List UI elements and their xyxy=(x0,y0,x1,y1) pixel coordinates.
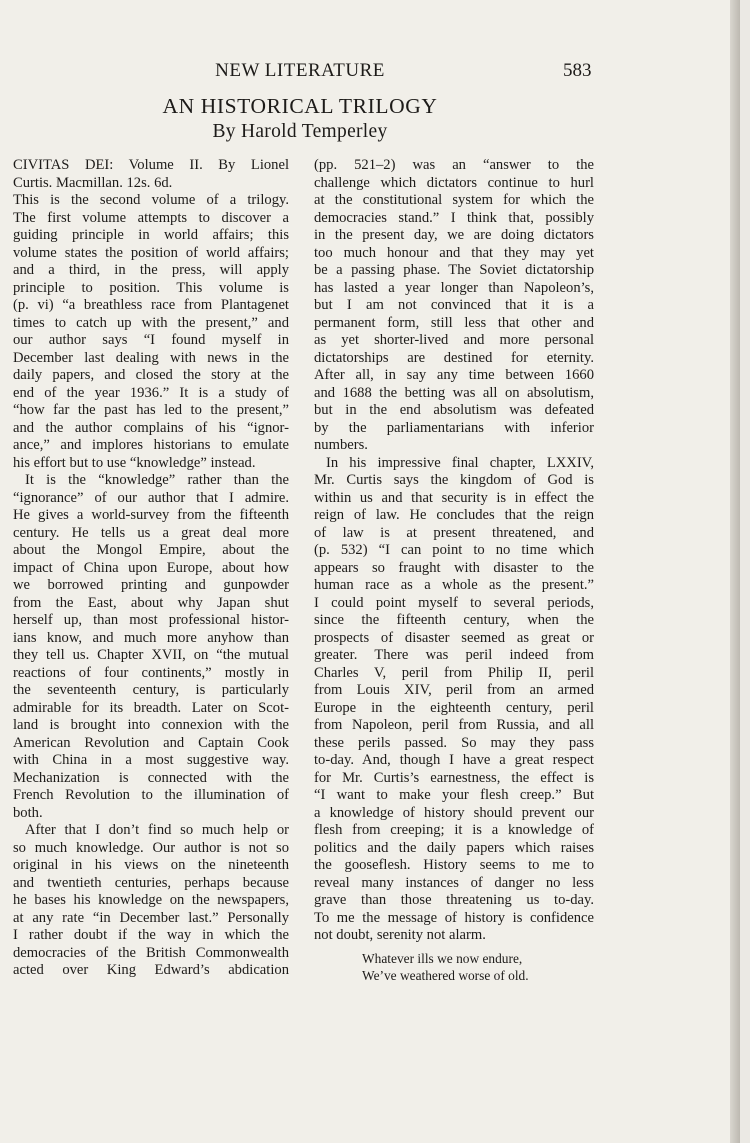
left-line-23: about the Mongol Empire, about the xyxy=(13,542,289,558)
left-line-44: at any rate “in December last.” Personally xyxy=(13,909,289,926)
right-line-8: has lasted a year longer than Napoleon’s, xyxy=(314,279,594,296)
right-line-23: (p. 532) “I can point to no time which xyxy=(314,542,594,558)
left-line-42: and twentieth centuries, perhaps because xyxy=(13,874,289,891)
right-line-21: reign of law. He concludes that the reign xyxy=(314,507,594,523)
left-line-13: daily papers, and closed the story at the xyxy=(13,367,289,383)
left-line-15: “how far the past has led to the present,” xyxy=(13,402,289,418)
right-line-35: to-day. And, though I have a great respect xyxy=(314,752,594,768)
left-line-4: The first volume attempts to discover a xyxy=(13,209,289,226)
left-line-29: they tell us. Chapter XVII, on “the mutual xyxy=(13,647,289,663)
left-line-6: volume states the position of world affairs; xyxy=(13,244,289,261)
right-line-36: for Mr. Curtis’s earnestness, the effect is xyxy=(314,769,594,786)
verse-line-1: Whatever ills we now endure, xyxy=(362,950,523,966)
right-line-33: from Napoleon, peril from Russia, and all xyxy=(314,717,594,733)
left-line-17: ance,” and implores historians to emulate xyxy=(13,437,289,453)
right-line-17: numbers. xyxy=(314,437,368,453)
right-line-16: by the parliamentarians with inferior xyxy=(314,419,594,436)
left-line-46: democracies of the British Commonwealth xyxy=(13,944,289,961)
right-line-26: I could point myself to several periods, xyxy=(314,594,594,611)
left-line-30: reactions of four continents,” mostly in xyxy=(13,664,289,681)
page-edge xyxy=(730,0,740,1143)
left-line-11: our author says “I found myself in xyxy=(13,332,289,348)
left-line-40: so much knowledge. Our author is not so xyxy=(13,839,289,856)
left-line-18: his effort but to use “knowledge” instead. xyxy=(13,454,256,471)
right-line-18: In his impressive final chapter, LXXIV, xyxy=(326,454,594,471)
right-line-20: within us and that security is in effect the xyxy=(314,489,594,506)
right-column xyxy=(314,157,594,985)
left-line-27: herself up, than most professional histor- xyxy=(13,612,289,628)
left-line-45: I rather doubt if the way in which the xyxy=(13,927,289,943)
left-line-34: American Revolution and Captain Cook xyxy=(13,734,289,751)
right-line-39: flesh from creeping; it is a knowledge of xyxy=(314,822,594,838)
left-line-12: December last dealing with news in the xyxy=(13,349,289,366)
page-number: 583 xyxy=(563,60,592,81)
left-line-8: principle to position. This volume is xyxy=(13,279,289,296)
right-line-7: be a passing phase. The Soviet dictatorship xyxy=(314,262,594,278)
left-line-37: French Revolution to the illumination of xyxy=(13,787,289,803)
right-line-30: Charles V, peril from Philip II, peril xyxy=(314,664,594,681)
left-line-31: the seventeenth century, is particularly xyxy=(13,682,289,698)
left-line-20: “ignorance” of our author that I admire. xyxy=(13,489,289,506)
right-line-14: and 1688 the betting was all on absolutism, xyxy=(314,384,594,401)
byline: By Harold Temperley xyxy=(212,121,388,142)
right-line-10: permanent form, still less that other and xyxy=(314,314,594,331)
left-line-36: Mechanization is connected with the xyxy=(13,769,289,786)
right-line-9: but I am not convinced that it is a xyxy=(314,297,594,313)
left-line-19: It is the “knowledge” rather than the xyxy=(25,472,289,488)
article-title: AN HISTORICAL TRILOGY xyxy=(162,94,438,118)
left-line-10: times to catch up with the present,” and xyxy=(13,314,289,331)
right-line-6: too much honour and that they may yet xyxy=(314,244,594,261)
left-line-39: After that I don’t find so much help or xyxy=(25,822,289,838)
left-line-33: land is brought into connexion with the xyxy=(13,717,289,733)
right-line-41: the gooseflesh. History seems to me to xyxy=(314,857,594,873)
right-line-4: democracies stand.” I think that, possibly xyxy=(314,209,594,226)
verse-line-2: We’ve weathered worse of old. xyxy=(362,968,529,983)
right-line-42: reveal many instances of danger no less xyxy=(314,874,594,891)
right-line-32: Europe in the eighteenth century, peril xyxy=(314,699,594,716)
left-line-43: he bases his knowledge on the newspapers, xyxy=(13,892,289,908)
left-line-25: we borrowed printing and gunpowder xyxy=(13,577,289,593)
right-line-38: a knowledge of history should prevent our xyxy=(314,804,594,821)
right-line-19: Mr. Curtis says the kingdom of God is xyxy=(314,472,594,488)
right-line-31: from Louis XIV, peril from an armed xyxy=(314,682,594,698)
right-line-11: as yet shorter-lived and more personal xyxy=(314,332,594,348)
right-line-1: (pp. 521–2) was an “answer to the xyxy=(314,157,594,173)
left-line-24: impact of China upon Europe, about how xyxy=(13,559,289,576)
right-line-15: but in the end absolutism was defeated xyxy=(314,402,594,418)
left-line-2: Curtis. Macmillan. 12s. 6d. xyxy=(13,174,173,191)
left-line-35: with China in a most suggestive way. xyxy=(13,752,289,768)
left-line-14: end of the year 1936.” It is a study of xyxy=(13,384,289,401)
left-line-5: guiding principle in world affairs; this xyxy=(13,227,289,243)
right-line-13: After all, in say any time between 1660 xyxy=(314,367,594,383)
right-line-24: appears so fraught with disaster to the xyxy=(314,559,594,576)
right-line-45: not doubt, serenity not alarm. xyxy=(314,927,486,943)
running-head: NEW LITERATURE xyxy=(215,60,385,81)
right-line-29: greater. There was peril indeed from xyxy=(314,647,594,663)
right-line-3: at the constitutional system for which the xyxy=(314,192,594,208)
left-column xyxy=(13,157,289,980)
right-line-2: challenge which dictators continue to hurl xyxy=(314,174,594,191)
left-line-38: both. xyxy=(13,804,43,821)
right-line-27: since the fifteenth century, when the xyxy=(314,612,594,628)
left-line-41: original in his views on the nineteenth xyxy=(13,857,289,873)
right-line-40: politics and the daily papers which raises xyxy=(314,839,594,856)
left-line-7: and a third, in the press, will apply xyxy=(13,262,289,278)
left-line-16: and the author complains of his “ignor- xyxy=(13,419,289,436)
left-line-28: ians know, and much more anyhow than xyxy=(13,629,289,646)
right-line-5: in the present day, we are doing dictators xyxy=(314,227,594,243)
right-line-12: dictatorships are destined for eternity. xyxy=(314,349,594,366)
right-line-34: these perils passed. So may they pass xyxy=(314,734,594,751)
right-line-22: of law is at present threatened, and xyxy=(314,524,594,541)
left-line-22: century. He tells us a great deal more xyxy=(13,524,289,541)
left-line-26: from the East, about why Japan shut xyxy=(13,594,289,611)
right-line-37: “I want to make your flesh creep.” But xyxy=(314,787,594,803)
left-line-1: CIVITAS DEI: Volume II. By Lionel xyxy=(13,157,289,173)
left-line-3: This is the second volume of a trilogy. xyxy=(13,192,289,208)
left-line-47: acted over King Edward’s abdication xyxy=(13,962,289,978)
left-line-21: He gives a world-survey from the fifteenth xyxy=(13,507,289,523)
right-line-25: human race as a whole as the present.” xyxy=(314,577,594,593)
right-line-28: prospects of disaster seemed as great or xyxy=(314,629,594,646)
right-line-44: To me the message of history is confidence xyxy=(314,909,594,926)
left-line-9: (p. vi) “a breathless race from Plantagenet xyxy=(13,297,289,313)
right-line-43: grave than those threatening us to-day. xyxy=(314,892,594,908)
left-line-32: admirable for its breadth. Later on Scot- xyxy=(13,699,289,716)
